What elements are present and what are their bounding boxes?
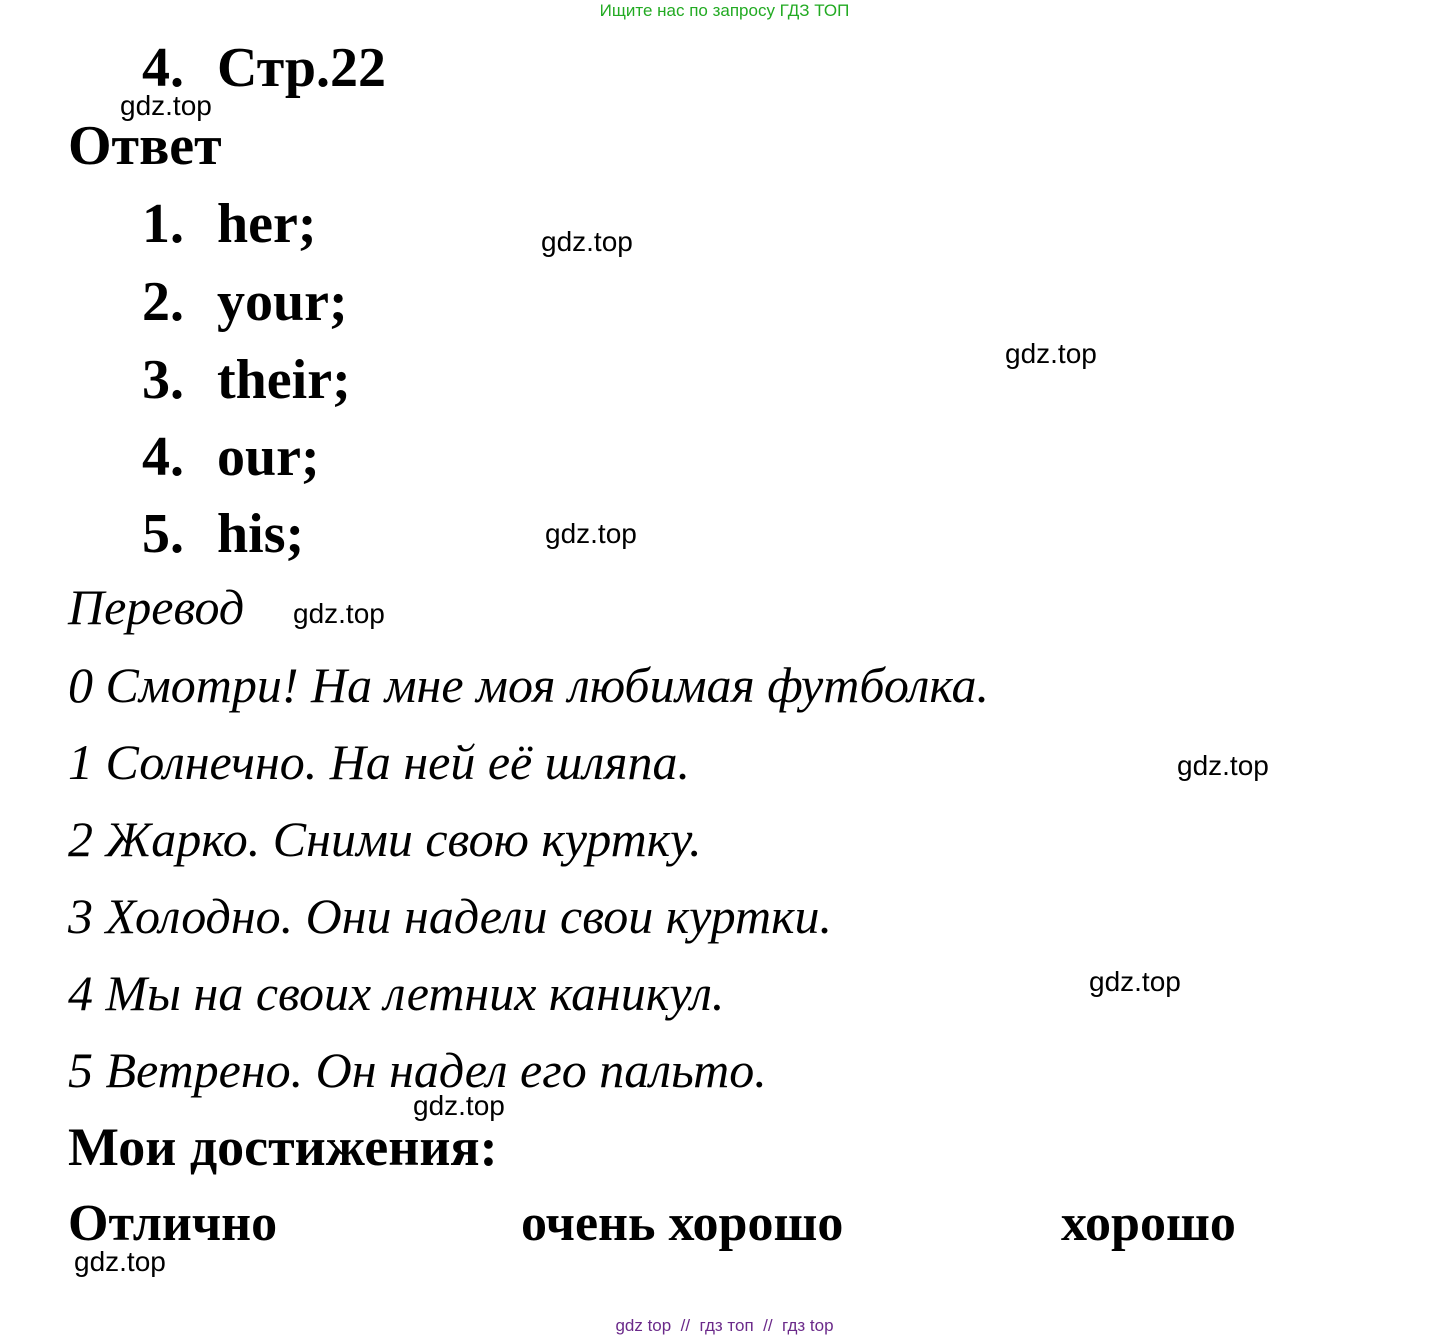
watermark: gdz.top bbox=[120, 90, 212, 121]
translation-line: 3 Холодно. Они надели свои куртки. bbox=[68, 888, 833, 944]
watermark: gdz.top bbox=[293, 598, 385, 629]
watermark: gdz.top bbox=[541, 226, 633, 257]
translation-line: 1 Солнечно. На ней её шляпа. bbox=[68, 734, 691, 790]
translation-line: 2 Жарко. Сними свою куртку. bbox=[68, 811, 702, 867]
rating-excellent: Отлично bbox=[68, 1195, 278, 1252]
translation-heading: Перевод bbox=[68, 579, 245, 635]
answer-number: 5. bbox=[142, 503, 184, 565]
watermark: gdz.top bbox=[545, 518, 637, 549]
translation-line: 5 Ветрено. Он надел его пальто. bbox=[68, 1042, 767, 1098]
answer-number: 2. bbox=[142, 271, 184, 333]
answer-number: 3. bbox=[142, 349, 184, 411]
answer-number: 1. bbox=[142, 193, 184, 255]
answer-text: their; bbox=[217, 349, 351, 411]
task-number: 4. bbox=[142, 37, 184, 99]
answer-text: his; bbox=[217, 503, 305, 565]
watermark: gdz.top bbox=[413, 1090, 505, 1121]
rating-very-good: очень хорошо bbox=[521, 1195, 844, 1252]
answer-text: our; bbox=[217, 426, 320, 488]
translation-line: 4 Мы на своих летних каникул. bbox=[68, 965, 725, 1021]
answer-heading: Ответ bbox=[68, 115, 222, 177]
watermark: gdz.top bbox=[1177, 750, 1269, 781]
rating-good: хорошо bbox=[1061, 1195, 1236, 1252]
achievements-heading: Мои достижения: bbox=[68, 1117, 498, 1177]
task-page: Стр.22 bbox=[217, 37, 387, 99]
answer-number: 4. bbox=[142, 426, 184, 488]
watermark: gdz.top bbox=[74, 1246, 166, 1277]
translation-line: 0 Смотри! На мне моя любимая футболка. bbox=[68, 657, 990, 713]
answer-text: your; bbox=[217, 271, 348, 333]
watermark: gdz.top bbox=[1089, 966, 1181, 997]
watermark: gdz.top bbox=[1005, 338, 1097, 369]
answer-text: her; bbox=[217, 193, 317, 255]
footer-links: gdz top // гдз топ // гдз top bbox=[615, 1316, 834, 1335]
top-search-note: Ищите нас по запросу ГДЗ ТОП bbox=[599, 1, 850, 20]
